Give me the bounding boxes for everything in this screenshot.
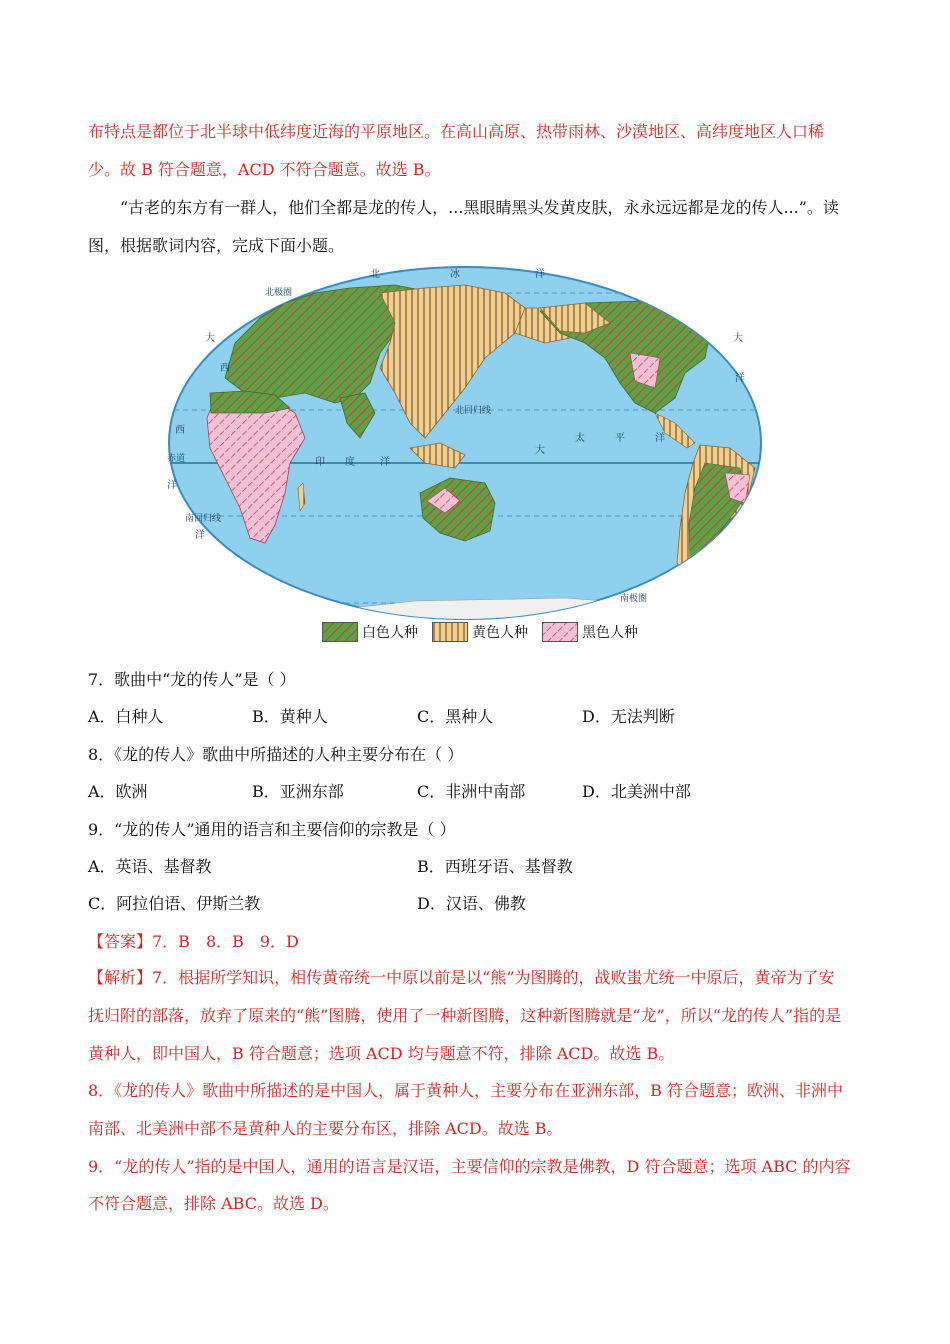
q8-option-d[interactable]: D．北美洲中部	[582, 782, 691, 801]
q7-option-b[interactable]: B．黄种人	[252, 707, 328, 726]
q7-option-a[interactable]: A．白种人	[88, 707, 164, 726]
label-ind-yang: 洋	[380, 457, 390, 468]
label-antarctic-circle: 南极圈	[620, 594, 648, 604]
map-legend	[322, 620, 638, 644]
question-8-stem: 8．《龙的传人》歌曲中所描述的人种主要分布在（ ）	[88, 745, 464, 764]
q8-option-c[interactable]: C．非洲中南部	[417, 782, 526, 801]
q8-option-b[interactable]: B．亚洲东部	[252, 782, 344, 801]
passage-line-1: “古老的东方有一群人，他们全都是龙的传人，...黑眼睛黑头发黄皮肤，永永远远都是龙的传人...”。读	[120, 198, 839, 217]
label-atl-xi2: 西	[175, 425, 185, 436]
analysis-line-1: 【解析】7．根据所学知识，相传黄帝统一中原以前是以“熊”为图腾的，战败蚩尤统一中原后，黄帝为了安	[88, 968, 835, 987]
label-atl-yang3: 洋	[735, 373, 745, 384]
q9-option-d[interactable]: D．汉语、佛教	[417, 894, 526, 913]
passage-line-2: 图，根据歌词内容，完成下面小题。	[88, 236, 345, 255]
label-arctic-circle: 北极圈	[265, 288, 293, 298]
analysis-line-4: 8．《龙的传人》歌曲中所描述的是中国人，属于黄种人，主要分布在亚洲东部，B 符合题意；欧洲、非洲中	[88, 1081, 844, 1100]
legend-swatch-white	[322, 622, 358, 642]
legend-label-yellow: 黄色人种	[472, 625, 528, 641]
q9-option-a[interactable]: A．英语、基督教	[88, 857, 212, 876]
question-7-stem: 7．歌曲中“龙的传人”是（ ）	[88, 670, 296, 689]
analysis-line-7: 不符合题意，排除 ABC。故选 D。	[88, 1194, 339, 1213]
intro-line-1: 布特点是都位于北半球中低纬度近海的平原地区。在高山高原、热带雨林、沙漠地区、高纬度地区人口稀	[88, 122, 825, 141]
label-pac-tai: 太	[575, 433, 585, 444]
legend-swatch-black	[542, 622, 578, 642]
label-atl-da2: 大	[733, 333, 743, 344]
analysis-line-2: 抚归附的部落，放弃了原来的“熊”图腾，使用了一种新图腾，这种新图腾就是“龙”，所以“龙的传人”指的是	[88, 1006, 842, 1025]
label-ind-yin: 印	[315, 457, 325, 468]
label-ocean-bei: 北	[370, 269, 380, 280]
legend-label-black: 黑色人种	[582, 625, 638, 641]
label-pac-yang: 洋	[655, 433, 665, 444]
map-svg	[165, 263, 765, 623]
answer-line: 【答案】7．B 8．B 9．D	[88, 932, 299, 951]
analysis-line-6: 9．“龙的传人”指的是中国人，通用的语言是汉语，主要信仰的宗教是佛教，D 符合题意；选项 ABC 的内容	[88, 1157, 851, 1176]
question-9-stem: 9．“龙的传人”通用的语言和主要信仰的宗教是（ ）	[88, 820, 456, 839]
label-ind-du: 度	[345, 457, 355, 468]
legend-swatch-yellow	[432, 622, 468, 642]
analysis-line-3: 黄种人，即中国人，B 符合题意；选项 ACD 均与题意不符，排除 ACD。故选 B。	[88, 1044, 675, 1063]
q8-option-a[interactable]: A．欧洲	[88, 782, 148, 801]
q9-option-c[interactable]: C．阿拉伯语、伊斯兰教	[88, 894, 261, 913]
q9-option-b[interactable]: B．西班牙语、基督教	[417, 857, 573, 876]
intro-line-2: 少。故 B 符合题意，ACD 不符合题意。故选 B。	[88, 160, 441, 179]
label-pac-ping: 平	[615, 433, 625, 444]
label-ocean-bing: 冰	[450, 269, 460, 280]
label-ocean-yang-top: 洋	[535, 269, 545, 280]
world-race-map	[165, 263, 765, 653]
label-tropic-cancer: 北回归线	[455, 406, 492, 416]
legend-black	[542, 622, 638, 642]
legend-white	[322, 622, 418, 642]
q7-option-c[interactable]: C．黑种人	[417, 707, 494, 726]
label-atl-da1: 大	[205, 333, 215, 344]
label-atl-yang2: 洋	[195, 530, 205, 541]
q7-option-d[interactable]: D．无法判断	[582, 707, 675, 726]
analysis-line-5: 南部、北美洲中部不是黄种人的主要分布区，排除 ACD。故选 B。	[88, 1119, 563, 1138]
label-pac-da: 大	[535, 445, 545, 456]
label-equator: 赤道	[167, 454, 186, 464]
label-tropic-capricorn: 南回归线	[185, 514, 222, 524]
legend-label-white: 白色人种	[362, 625, 418, 641]
legend-yellow	[432, 622, 528, 642]
label-atl-yang: 洋	[167, 480, 177, 491]
label-atl-xi: 西	[220, 363, 230, 374]
